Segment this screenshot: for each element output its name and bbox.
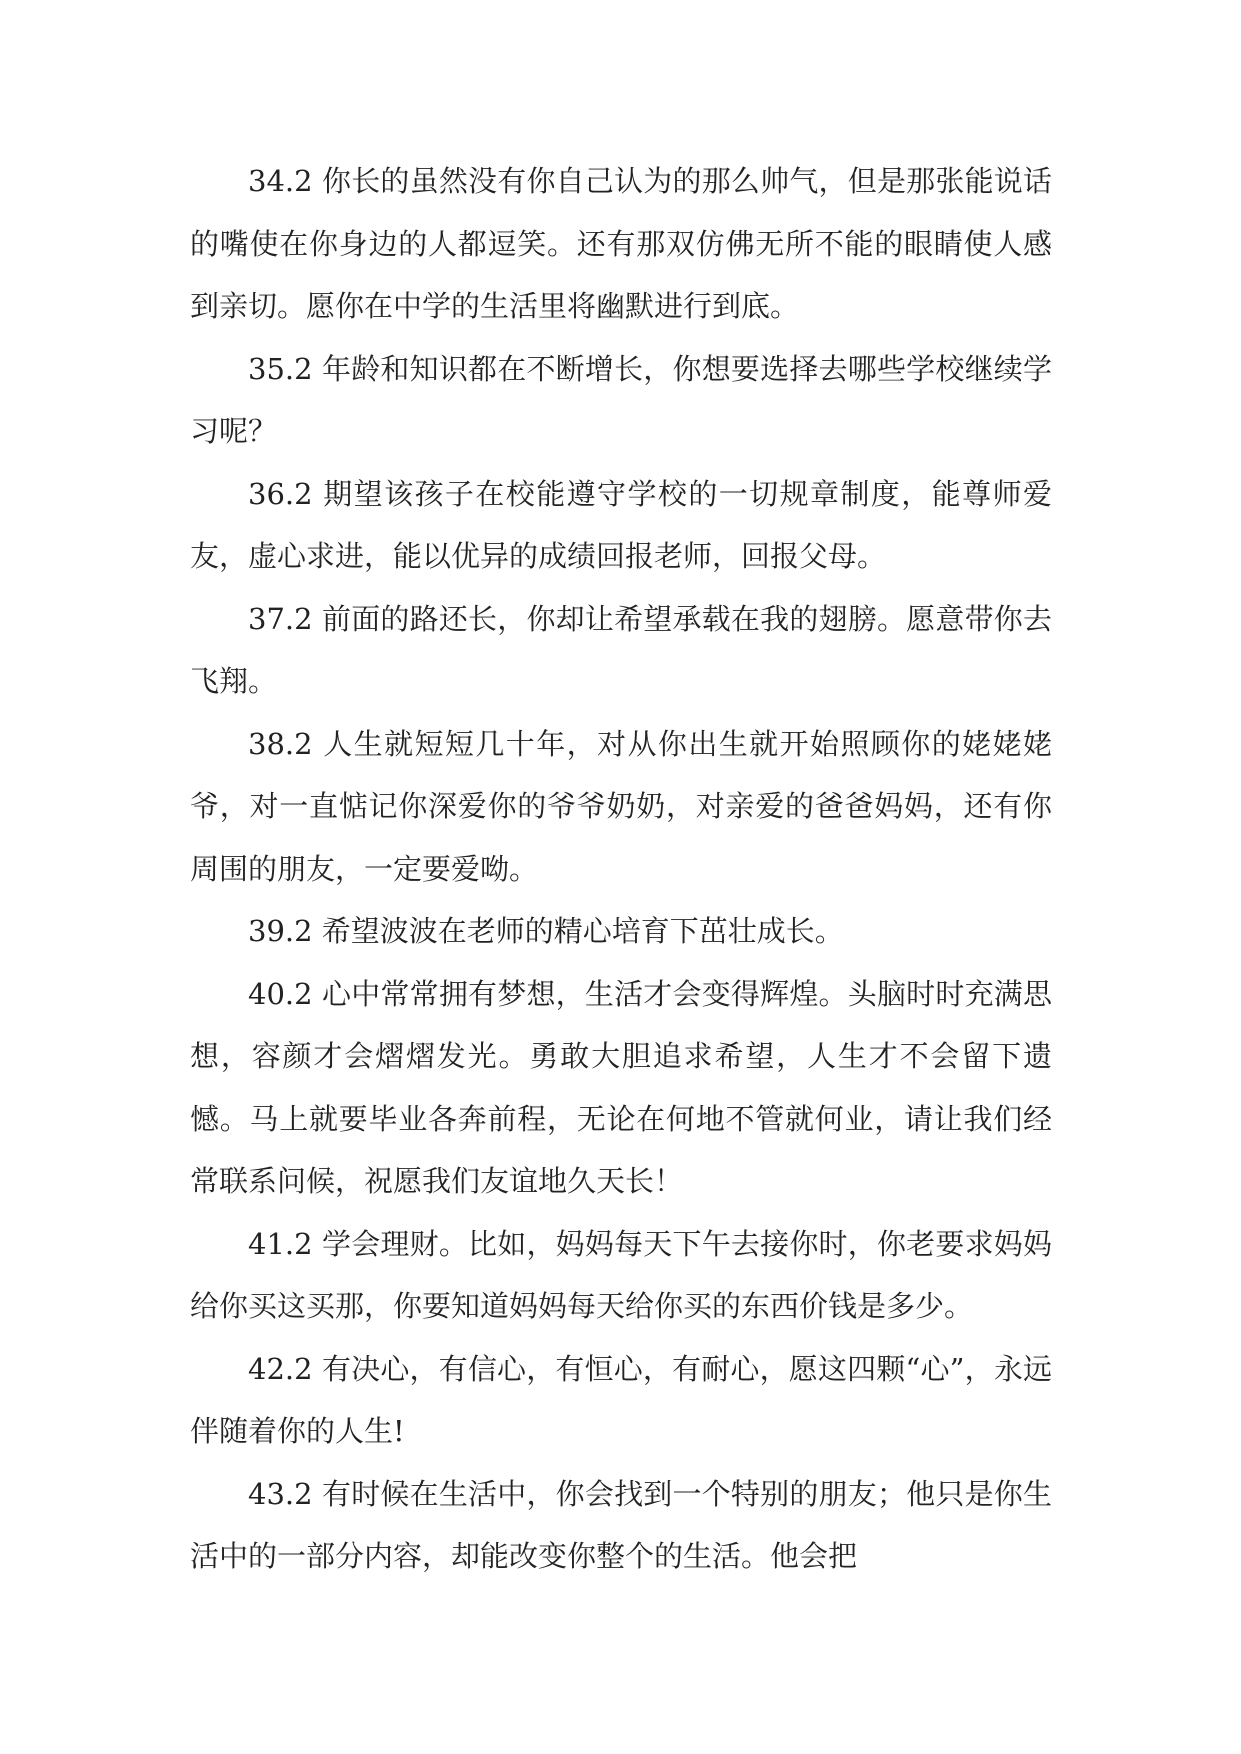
paragraph-39: 39.2 希望波波在老师的精心培育下茁壮成长。 <box>248 914 844 948</box>
paragraph-35: 35.2 年龄和知识都在不断增长，你想要选择去哪些学校继续学习呢？ <box>190 351 1052 448</box>
paragraph-36: 36.2 期望该孩子在校能遵守学校的一切规章制度，能尊师爱友，虚心求进，能以优异的成绩回报老师，回报父母。 <box>190 476 1052 573</box>
paragraph-43: 43.2 有时候在生活中，你会找到一个特别的朋友；他只是你生活中的一部分内容，却能改变你整个的生活。他会把 <box>190 1476 1052 1573</box>
body-text <box>190 150 1052 1588</box>
paragraph-40: 40.2 心中常常拥有梦想，生活才会变得辉煌。头脑时时充满思想，容颜才会熠熠发光。勇敢大胆追求希望，人生才不会留下遗憾。马上就要毕业各奔前程，无论在何地不管就何业，请让我们经常联系问候，祝愿我们友谊地久天长！ <box>190 976 1052 1198</box>
paragraph-34: 34.2 你长的虽然没有你自己认为的那么帅气，但是那张能说话的嘴使在你身边的人都逗笑。还有那双仿佛无所不能的眼睛使人感到亲切。愿你在中学的生活里将幽默进行到底。 <box>190 164 1052 323</box>
paragraph-42: 42.2 有决心，有信心，有恒心，有耐心，愿这四颗“心”，永远伴随着你的人生! <box>190 1351 1052 1448</box>
paragraph-37: 37.2 前面的路还长，你却让希望承载在我的翅膀。愿意带你去飞翔。 <box>190 601 1052 698</box>
paragraph-41: 41.2 学会理财。比如，妈妈每天下午去接你时，你老要求妈妈给你买这买那，你要知道妈妈每天给你买的东西价钱是多少。 <box>190 1226 1052 1323</box>
paragraph-38: 38.2 人生就短短几十年，对从你出生就开始照顾你的姥姥姥爷，对一直惦记你深爱你的爷爷奶奶，对亲爱的爸爸妈妈，还有你周围的朋友，一定要爱呦。 <box>190 726 1052 886</box>
